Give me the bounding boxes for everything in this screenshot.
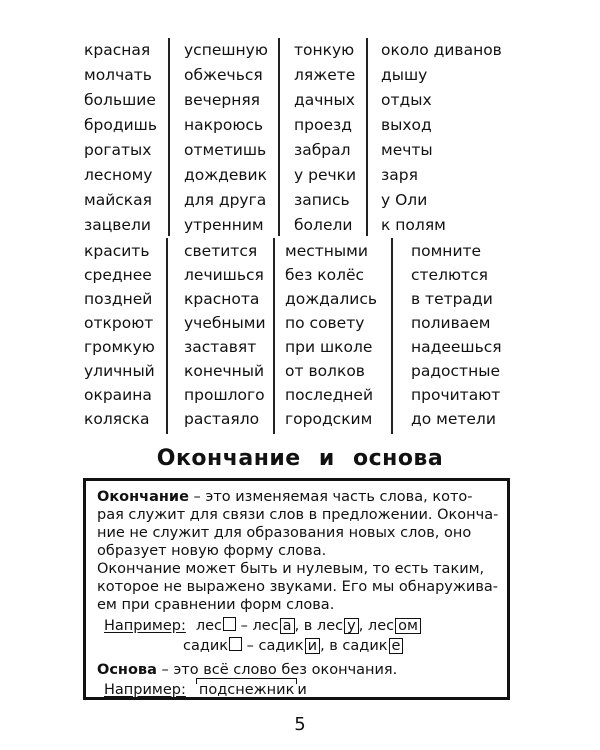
word: уличный	[84, 362, 155, 380]
word: без колёс	[285, 266, 365, 284]
example-word: садик	[183, 638, 229, 654]
word: зацвели	[84, 216, 151, 234]
word: у речки	[294, 166, 357, 184]
word: красная	[84, 41, 151, 59]
term-ending: Окончание	[97, 489, 189, 505]
word: проезд	[294, 116, 352, 134]
word: откроют	[84, 314, 154, 332]
word: среднее	[84, 266, 152, 284]
example-text: , в лес	[294, 618, 344, 634]
word: к полям	[381, 216, 446, 234]
example-line-2	[183, 637, 403, 655]
page-number: 5	[294, 714, 306, 735]
zero-ending-box	[223, 617, 236, 631]
zero-ending-box	[229, 637, 242, 651]
column-divider	[366, 38, 368, 236]
word: тонкую	[294, 41, 355, 59]
rule-line: которое не выражено звуками. Его мы обнаружива-	[97, 579, 499, 595]
word: красить	[84, 242, 150, 260]
word: до метели	[411, 410, 496, 428]
word: местными	[285, 242, 368, 260]
example-label: Например:	[104, 682, 186, 698]
example-line-3	[104, 681, 307, 699]
ending-box: и	[305, 638, 320, 654]
word: громкую	[84, 338, 155, 356]
column-divider	[391, 238, 393, 434]
word: бродишь	[84, 116, 157, 134]
column-divider	[273, 238, 275, 434]
word: городским	[285, 410, 373, 428]
example-label: Например:	[104, 618, 186, 634]
column-divider	[168, 38, 170, 236]
word: забрал	[294, 141, 351, 159]
column-divider	[278, 38, 280, 236]
word: от волков	[285, 362, 365, 380]
word: последней	[285, 386, 374, 404]
section-title: Окончание и основа	[156, 446, 444, 471]
word: радостные	[411, 362, 500, 380]
word: заставят	[184, 338, 257, 356]
word: в тетради	[411, 290, 493, 308]
word: большие	[84, 91, 156, 109]
word: поливаем	[411, 314, 491, 332]
example-dash: –	[242, 638, 259, 654]
ending-box: у	[344, 618, 359, 634]
word: запись	[294, 191, 350, 209]
word: дождевик	[184, 166, 267, 184]
word: утренним	[184, 216, 264, 234]
rule-text: – это изменяемая часть слова, кото-	[188, 489, 473, 505]
word: окраина	[84, 386, 152, 404]
word: заря	[381, 166, 418, 184]
example-text: , в садик	[320, 638, 388, 654]
word: прочитают	[411, 386, 501, 404]
word: светится	[184, 242, 258, 260]
word: прошлого	[184, 386, 265, 404]
word: краснота	[184, 290, 260, 308]
word: дышу	[381, 66, 428, 84]
rule-line	[97, 661, 397, 679]
word: учебными	[184, 314, 266, 332]
word: лесному	[84, 166, 153, 184]
rule-line: Окончание может быть и нулевым, то есть таким,	[97, 561, 485, 577]
example-line-1	[104, 617, 421, 635]
term-stem: Основа	[97, 662, 157, 678]
word: около диванов	[381, 41, 502, 59]
example-word: лес	[252, 618, 279, 634]
stem-mark: подснежник	[196, 681, 297, 699]
word: растаяло	[184, 410, 260, 428]
ending-box: а	[280, 618, 295, 634]
word: отдых	[381, 91, 432, 109]
example-ending: и	[297, 682, 307, 698]
word: отметишь	[184, 141, 267, 159]
word: молчать	[84, 66, 152, 84]
column-divider	[166, 238, 168, 434]
ending-box: ом	[395, 618, 421, 634]
word: вечерняя	[184, 91, 260, 109]
word: по совету	[285, 314, 365, 332]
ending-box: е	[389, 638, 404, 654]
word: рогатых	[84, 141, 152, 159]
word: успешную	[184, 41, 268, 59]
rule-text: – это всё слово без окончания.	[156, 662, 398, 678]
rule-line: ем при сравнении форм слова.	[97, 597, 335, 613]
word: дачных	[294, 91, 355, 109]
word: мечты	[381, 141, 433, 159]
word: болели	[294, 216, 353, 234]
example-dash: –	[236, 618, 253, 634]
word: у Оли	[381, 191, 428, 209]
word: майская	[84, 191, 152, 209]
word: ляжете	[294, 66, 356, 84]
rule-line: ние не служит для образования новых слов, оно	[97, 525, 472, 541]
word: лечишься	[184, 266, 264, 284]
word: при школе	[285, 338, 373, 356]
rule-line: образует новую форму слова.	[97, 543, 327, 559]
word: помните	[411, 242, 482, 260]
word: обжечься	[184, 66, 263, 84]
example-word: садик	[258, 638, 304, 654]
example-text: , лес	[358, 618, 395, 634]
word: конечный	[184, 362, 265, 380]
example-word: лес	[195, 618, 223, 634]
rule-line: рая служит для связи слов в предложении. Оконча-	[97, 507, 499, 523]
word: коляска	[84, 410, 150, 428]
word: надеешься	[411, 338, 502, 356]
word: дождались	[285, 290, 378, 308]
word: для друга	[184, 191, 267, 209]
word: стелются	[411, 266, 488, 284]
word: поздней	[84, 290, 153, 308]
word: выход	[381, 116, 432, 134]
rule-line	[97, 488, 473, 506]
word: накроюсь	[184, 116, 264, 134]
